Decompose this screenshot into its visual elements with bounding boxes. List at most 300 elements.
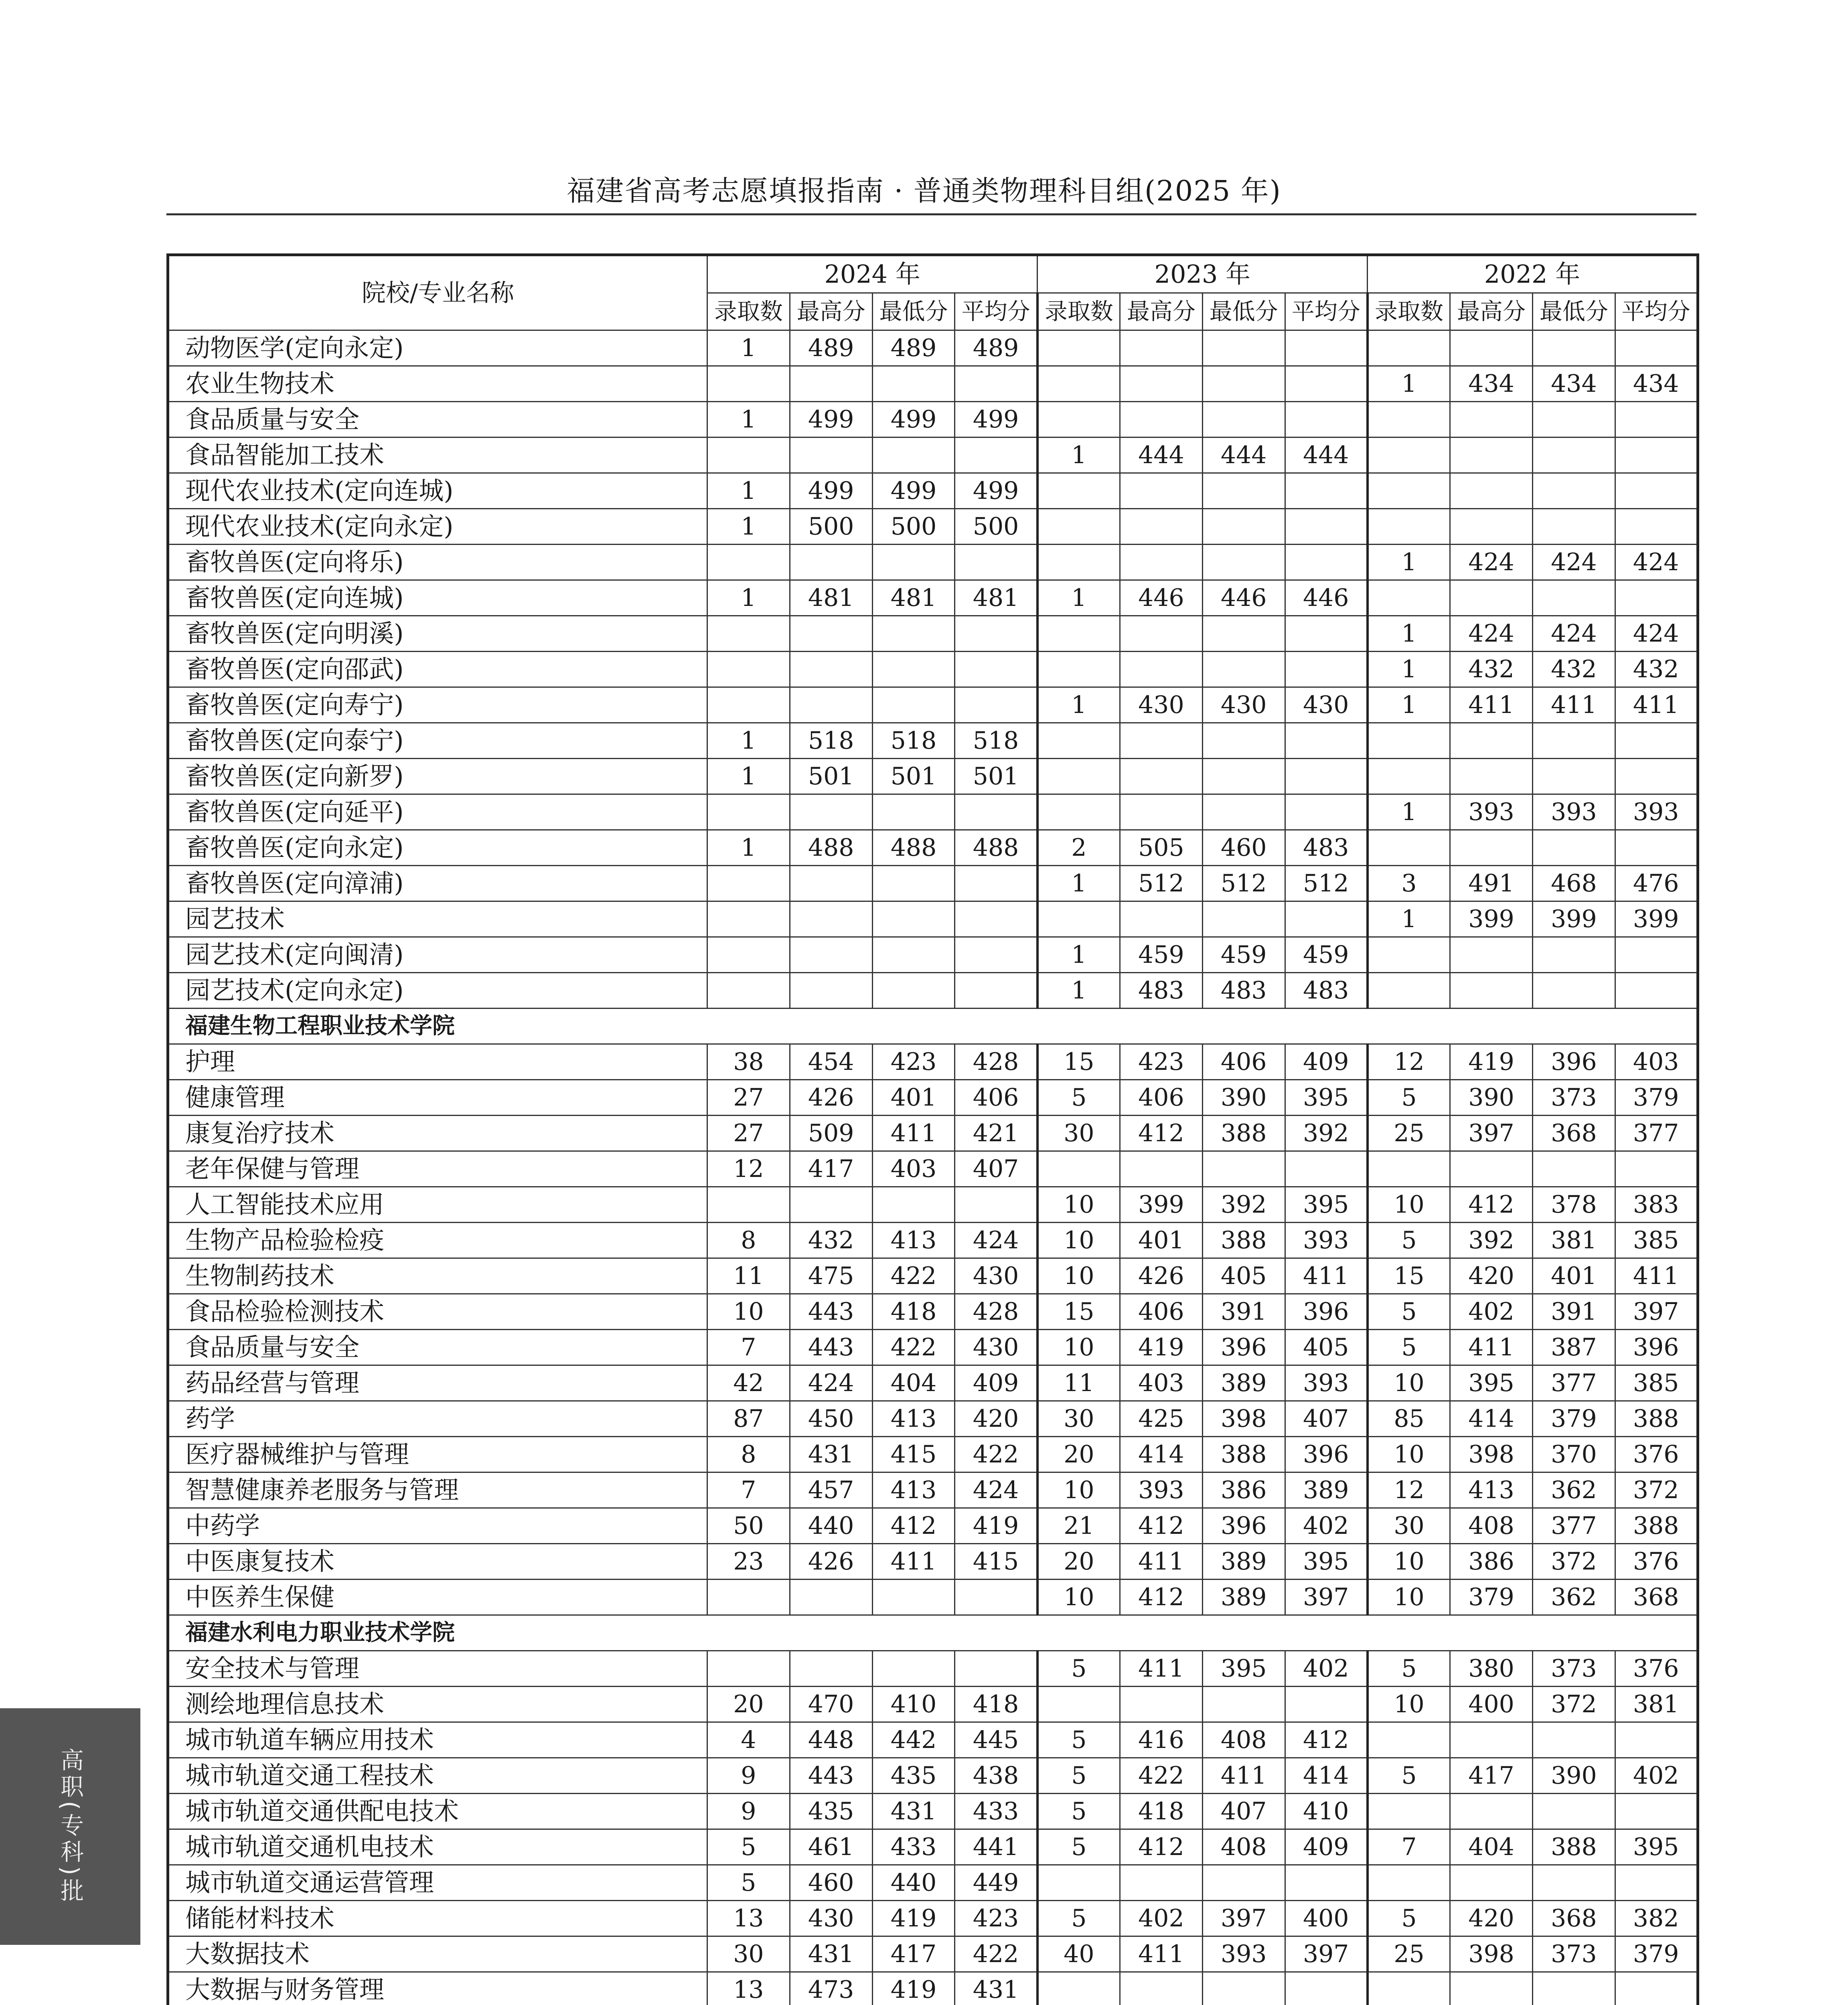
score-cell: 393 [1285, 1365, 1368, 1401]
score-cell: 408 [1450, 1508, 1533, 1544]
score-cell: 431 [872, 1794, 955, 1829]
score-cell [1120, 509, 1202, 545]
score-cell: 512 [1120, 866, 1202, 901]
score-cell [1532, 723, 1615, 759]
score-cell: 407 [1285, 1401, 1368, 1437]
score-cell: 488 [790, 830, 872, 866]
sub-column-header: 最高分 [1120, 293, 1202, 330]
table-row [168, 759, 1698, 794]
score-cell [1368, 830, 1450, 866]
score-cell [707, 901, 790, 937]
score-cell [1037, 1972, 1120, 2005]
table-row [168, 1365, 1698, 1401]
score-cell: 431 [790, 1437, 872, 1472]
score-cell: 505 [1120, 830, 1202, 866]
score-cell: 3 [1368, 866, 1450, 901]
score-cell: 1 [1037, 866, 1120, 901]
score-cell: 433 [872, 1829, 955, 1865]
major-name: 食品智能加工技术 [168, 437, 707, 473]
score-cell: 412 [872, 1508, 955, 1544]
score-cell: 499 [790, 402, 872, 437]
score-cell: 475 [790, 1258, 872, 1294]
score-cell: 413 [872, 1223, 955, 1258]
score-cell: 499 [872, 473, 955, 509]
score-cell: 489 [790, 330, 872, 366]
score-cell [1532, 580, 1615, 616]
score-cell: 435 [872, 1758, 955, 1794]
major-name: 老年保健与管理 [168, 1151, 707, 1187]
score-cell: 419 [955, 1508, 1037, 1544]
score-cell [1202, 473, 1285, 509]
score-cell: 393 [1450, 794, 1533, 830]
score-cell: 476 [1615, 866, 1698, 901]
score-cell: 411 [1120, 1936, 1202, 1972]
score-cell: 391 [1532, 1294, 1615, 1330]
score-cell [872, 437, 955, 473]
score-cell: 12 [707, 1151, 790, 1187]
score-cell [1368, 437, 1450, 473]
major-name: 人工智能技术应用 [168, 1187, 707, 1223]
score-cell [1615, 1865, 1698, 1901]
score-cell [1532, 1865, 1615, 1901]
score-cell: 5 [707, 1829, 790, 1865]
score-cell [1285, 402, 1368, 437]
score-cell: 395 [1285, 1544, 1368, 1580]
score-cell: 5 [1368, 1758, 1450, 1794]
table-row [168, 1829, 1698, 1865]
score-cell [1037, 1865, 1120, 1901]
score-cell: 10 [1037, 1258, 1120, 1294]
score-cell [1202, 545, 1285, 580]
score-cell [955, 937, 1037, 973]
score-cell: 418 [955, 1687, 1037, 1722]
score-cell [707, 937, 790, 973]
major-name: 食品质量与安全 [168, 1330, 707, 1365]
score-cell [1532, 1151, 1615, 1187]
major-name: 测绘地理信息技术 [168, 1687, 707, 1722]
score-cell [1037, 1687, 1120, 1722]
score-cell [790, 652, 872, 687]
side-tab-label: 高职(专科)批 [57, 1748, 84, 1905]
score-cell: 27 [707, 1116, 790, 1151]
score-cell: 5 [1037, 1758, 1120, 1794]
score-cell: 404 [1450, 1829, 1533, 1865]
score-cell [707, 1187, 790, 1223]
score-cell [955, 1580, 1037, 1615]
major-name: 畜牧兽医(定向新罗) [168, 759, 707, 794]
year-header-2024: 2024 年 [707, 255, 1037, 293]
score-cell [1037, 616, 1120, 652]
score-cell: 368 [1615, 1580, 1698, 1615]
table-row [168, 1437, 1698, 1472]
score-cell: 10 [1368, 1687, 1450, 1722]
score-cell [1368, 973, 1450, 1009]
score-cell [1202, 616, 1285, 652]
score-cell: 448 [790, 1722, 872, 1758]
score-cell: 481 [955, 580, 1037, 616]
score-cell: 434 [1532, 366, 1615, 402]
score-cell: 407 [955, 1151, 1037, 1187]
score-cell [872, 1580, 955, 1615]
score-cell: 10 [1368, 1544, 1450, 1580]
score-cell [1450, 330, 1533, 366]
table-row [168, 1972, 1698, 2005]
score-cell [790, 616, 872, 652]
major-name: 中医养生保健 [168, 1580, 707, 1615]
score-cell [1285, 794, 1368, 830]
score-cell: 368 [1532, 1116, 1615, 1151]
score-cell: 377 [1615, 1116, 1698, 1151]
score-cell [1615, 973, 1698, 1009]
score-cell [1615, 402, 1698, 437]
score-cell: 1 [707, 509, 790, 545]
score-cell: 11 [707, 1258, 790, 1294]
table-row [168, 1722, 1698, 1758]
score-cell: 403 [1120, 1365, 1202, 1401]
score-cell: 500 [872, 509, 955, 545]
score-cell: 422 [1120, 1758, 1202, 1794]
header-divider [166, 213, 1696, 215]
score-cell: 392 [1450, 1223, 1533, 1258]
score-cell: 399 [1615, 901, 1698, 937]
score-cell: 445 [955, 1722, 1037, 1758]
score-cell [790, 1651, 872, 1687]
table-row [168, 1865, 1698, 1901]
score-cell: 393 [1120, 1472, 1202, 1508]
school-name: 福建生物工程职业技术学院 [168, 1009, 1698, 1044]
score-cell [1285, 1972, 1368, 2005]
score-cell: 460 [790, 1865, 872, 1901]
score-cell: 417 [872, 1936, 955, 1972]
score-cell: 483 [1285, 830, 1368, 866]
score-cell [872, 616, 955, 652]
major-name: 护理 [168, 1044, 707, 1080]
score-cell [1037, 402, 1120, 437]
score-cell: 10 [1037, 1580, 1120, 1615]
score-cell: 12 [1368, 1472, 1450, 1508]
score-cell: 406 [1120, 1080, 1202, 1116]
score-cell: 399 [1532, 901, 1615, 937]
score-cell: 402 [1615, 1758, 1698, 1794]
score-cell: 40 [1037, 1936, 1120, 1972]
score-cell: 396 [1532, 1044, 1615, 1080]
score-cell: 5 [1368, 1901, 1450, 1936]
score-cell [1532, 937, 1615, 973]
table-row [168, 1901, 1698, 1936]
table-row [168, 830, 1698, 866]
score-cell: 23 [707, 1544, 790, 1580]
score-cell [707, 437, 790, 473]
score-cell: 388 [1615, 1401, 1698, 1437]
score-cell: 395 [1285, 1080, 1368, 1116]
score-cell: 1 [1037, 973, 1120, 1009]
score-cell: 404 [872, 1365, 955, 1401]
score-cell [1615, 1151, 1698, 1187]
score-cell: 406 [955, 1080, 1037, 1116]
sub-column-header: 最低分 [1532, 293, 1615, 330]
score-cell: 397 [1202, 1901, 1285, 1936]
score-cell [1202, 330, 1285, 366]
score-cell: 440 [872, 1865, 955, 1901]
score-cell: 5 [1368, 1223, 1450, 1258]
major-name: 园艺技术(定向永定) [168, 973, 707, 1009]
score-cell: 454 [790, 1044, 872, 1080]
score-cell: 424 [1615, 616, 1698, 652]
score-cell [1615, 1972, 1698, 2005]
score-cell [1202, 723, 1285, 759]
major-name: 畜牧兽医(定向连城) [168, 580, 707, 616]
score-cell: 1 [1368, 794, 1450, 830]
score-cell [1037, 366, 1120, 402]
score-cell: 385 [1615, 1223, 1698, 1258]
major-name: 畜牧兽医(定向邵武) [168, 652, 707, 687]
score-cell: 382 [1615, 1901, 1698, 1936]
score-cell: 373 [1532, 1651, 1615, 1687]
score-cell: 424 [1450, 545, 1533, 580]
score-cell: 392 [1202, 1187, 1285, 1223]
score-cell: 1 [707, 473, 790, 509]
score-cell: 412 [1120, 1116, 1202, 1151]
score-cell [1285, 901, 1368, 937]
score-cell [1285, 616, 1368, 652]
score-cell: 388 [1202, 1223, 1285, 1258]
score-cell: 5 [1037, 1651, 1120, 1687]
major-name: 康复治疗技术 [168, 1116, 707, 1151]
score-cell [1532, 509, 1615, 545]
score-cell: 7 [707, 1330, 790, 1365]
score-cell: 30 [707, 1936, 790, 1972]
score-cell: 10 [1037, 1187, 1120, 1223]
table-row [168, 402, 1698, 437]
table-row [168, 616, 1698, 652]
score-cell [872, 545, 955, 580]
score-cell: 431 [955, 1972, 1037, 2005]
school-row [168, 1009, 1698, 1044]
score-cell [1037, 652, 1120, 687]
table-row [168, 509, 1698, 545]
sub-column-header: 录取数 [707, 293, 790, 330]
score-cell: 418 [872, 1294, 955, 1330]
major-name: 城市轨道交通工程技术 [168, 1758, 707, 1794]
score-cell: 424 [1532, 616, 1615, 652]
score-cell: 10 [1368, 1437, 1450, 1472]
page-header-title: 福建省高考志愿填报指南 · 普通类物理科目组(2025 年) [567, 174, 1281, 207]
major-name: 畜牧兽医(定向寿宁) [168, 687, 707, 723]
score-cell: 5 [1368, 1330, 1450, 1365]
score-cell: 402 [1450, 1294, 1533, 1330]
score-cell [790, 866, 872, 901]
score-cell [790, 1580, 872, 1615]
score-cell [1368, 1865, 1450, 1901]
score-cell: 459 [1202, 937, 1285, 973]
table-row [168, 901, 1698, 937]
score-cell: 15 [1037, 1044, 1120, 1080]
table-row [168, 723, 1698, 759]
score-cell [1037, 545, 1120, 580]
score-cell [707, 366, 790, 402]
score-cell: 388 [1202, 1437, 1285, 1472]
score-cell [1285, 1151, 1368, 1187]
table-row [168, 1580, 1698, 1615]
score-cell: 501 [872, 759, 955, 794]
score-cell: 424 [790, 1365, 872, 1401]
score-cell: 1 [1368, 616, 1450, 652]
score-cell: 403 [872, 1151, 955, 1187]
score-cell: 5 [1037, 1794, 1120, 1829]
score-cell: 509 [790, 1116, 872, 1151]
score-cell: 483 [1202, 973, 1285, 1009]
table-row [168, 1044, 1698, 1080]
score-cell: 13 [707, 1972, 790, 2005]
score-cell [1120, 616, 1202, 652]
score-cell: 398 [1202, 1401, 1285, 1437]
score-cell: 442 [872, 1722, 955, 1758]
score-cell [1450, 759, 1533, 794]
table-row [168, 1080, 1698, 1116]
score-cell: 42 [707, 1365, 790, 1401]
score-cell: 406 [1202, 1044, 1285, 1080]
score-cell [1450, 437, 1533, 473]
name-column-header: 院校/专业名称 [168, 255, 707, 330]
score-cell: 499 [955, 473, 1037, 509]
score-cell [707, 794, 790, 830]
score-cell: 1 [1368, 901, 1450, 937]
score-cell [1120, 1687, 1202, 1722]
score-cell [1120, 366, 1202, 402]
score-cell: 422 [872, 1258, 955, 1294]
score-cell: 518 [955, 723, 1037, 759]
sub-column-header: 最高分 [1450, 293, 1533, 330]
score-cell [1037, 759, 1120, 794]
major-name: 医疗器械维护与管理 [168, 1437, 707, 1472]
score-cell: 435 [790, 1794, 872, 1829]
score-cell [707, 973, 790, 1009]
score-cell [1202, 366, 1285, 402]
score-cell [872, 687, 955, 723]
score-cell [955, 866, 1037, 901]
score-cell [790, 794, 872, 830]
table-row [168, 1472, 1698, 1508]
major-name: 畜牧兽医(定向泰宁) [168, 723, 707, 759]
score-cell: 85 [1368, 1401, 1450, 1437]
score-cell: 405 [1202, 1258, 1285, 1294]
score-cell: 412 [1120, 1508, 1202, 1544]
score-cell: 444 [1120, 437, 1202, 473]
major-name: 健康管理 [168, 1080, 707, 1116]
score-cell [1368, 1972, 1450, 2005]
score-cell [1450, 723, 1533, 759]
score-cell: 373 [1532, 1080, 1615, 1116]
score-cell: 459 [1120, 937, 1202, 973]
score-cell: 419 [872, 1972, 955, 2005]
score-cell: 423 [955, 1901, 1037, 1936]
score-cell: 417 [790, 1151, 872, 1187]
score-cell [955, 545, 1037, 580]
score-cell [1615, 759, 1698, 794]
score-cell: 20 [1037, 1437, 1120, 1472]
score-cell [872, 366, 955, 402]
score-cell [790, 1187, 872, 1223]
score-cell: 379 [1450, 1580, 1533, 1615]
score-cell [1285, 545, 1368, 580]
score-cell: 379 [1532, 1401, 1615, 1437]
score-cell [1532, 330, 1615, 366]
score-cell: 385 [1615, 1365, 1698, 1401]
score-cell: 87 [707, 1401, 790, 1437]
score-cell: 20 [1037, 1544, 1120, 1580]
score-cell [1202, 794, 1285, 830]
score-cell: 500 [790, 509, 872, 545]
score-cell: 411 [1450, 1330, 1533, 1365]
score-cell: 438 [955, 1758, 1037, 1794]
score-cell [1368, 330, 1450, 366]
score-cell [1202, 1687, 1285, 1722]
score-cell [955, 1187, 1037, 1223]
major-name: 药学 [168, 1401, 707, 1437]
score-cell: 512 [1285, 866, 1368, 901]
score-cell: 415 [955, 1544, 1037, 1580]
score-cell: 396 [1202, 1330, 1285, 1365]
score-cell: 373 [1532, 1936, 1615, 1972]
score-cell [1450, 1972, 1533, 2005]
table-row [168, 1758, 1698, 1794]
score-cell: 450 [790, 1401, 872, 1437]
score-cell: 379 [1615, 1080, 1698, 1116]
score-cell: 409 [1285, 1044, 1368, 1080]
score-cell: 499 [790, 473, 872, 509]
score-cell: 409 [955, 1365, 1037, 1401]
score-cell: 25 [1368, 1116, 1450, 1151]
score-cell: 440 [790, 1508, 872, 1544]
score-cell [1368, 1794, 1450, 1829]
score-cell: 488 [872, 830, 955, 866]
score-cell [1037, 794, 1120, 830]
score-cell [1285, 330, 1368, 366]
score-cell [1615, 723, 1698, 759]
score-cell: 424 [955, 1223, 1037, 1258]
score-cell: 411 [1532, 687, 1615, 723]
score-cell: 443 [790, 1294, 872, 1330]
score-cell [1037, 723, 1120, 759]
score-cell [1120, 652, 1202, 687]
table-row [168, 1330, 1698, 1365]
score-cell: 420 [955, 1401, 1037, 1437]
table-row [168, 866, 1698, 901]
sub-column-header: 最低分 [872, 293, 955, 330]
score-cell: 376 [1615, 1651, 1698, 1687]
score-cell: 381 [1615, 1687, 1698, 1722]
score-cell: 378 [1532, 1187, 1615, 1223]
score-cell [1120, 759, 1202, 794]
score-cell: 412 [1450, 1187, 1533, 1223]
score-cell: 1 [707, 830, 790, 866]
major-name: 畜牧兽医(定向将乐) [168, 545, 707, 580]
score-cell [790, 545, 872, 580]
score-cell: 388 [1615, 1508, 1698, 1544]
score-cell: 444 [1202, 437, 1285, 473]
score-cell [1532, 830, 1615, 866]
sub-column-header: 录取数 [1037, 293, 1120, 330]
score-cell [1285, 1865, 1368, 1901]
score-cell: 395 [1285, 1187, 1368, 1223]
score-cell: 5 [707, 1865, 790, 1901]
major-name: 中医康复技术 [168, 1544, 707, 1580]
score-cell: 434 [1450, 366, 1533, 402]
score-cell: 489 [955, 330, 1037, 366]
score-cell: 412 [1120, 1580, 1202, 1615]
score-cell [1285, 366, 1368, 402]
table-row [168, 1116, 1698, 1151]
